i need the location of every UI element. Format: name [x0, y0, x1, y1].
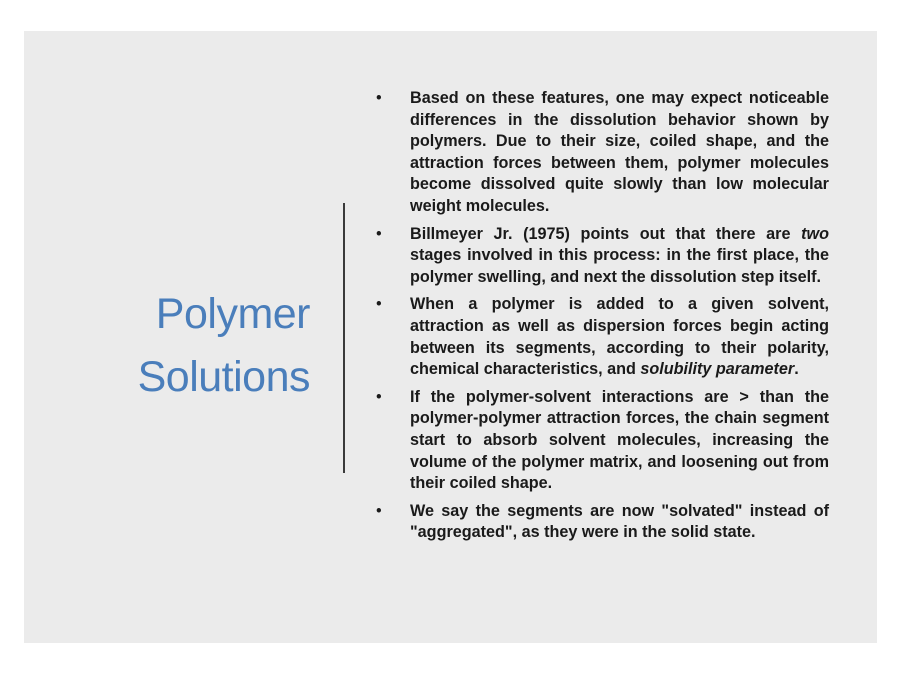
bullet-text-post: stages involved in this process: in the first place, the polymer swelling, and next the dissolution step itself.: [410, 246, 829, 286]
title-line-2: Solutions: [137, 353, 310, 401]
bullet-marker: •: [376, 295, 382, 314]
bullet-item-1: [374, 88, 829, 218]
bullet-text-pre: Billmeyer Jr. (1975) points out that there are: [410, 224, 802, 243]
bullet-marker: •: [376, 501, 382, 520]
bullet-item-5: [374, 501, 829, 544]
vertical-divider: [343, 203, 345, 473]
bullet-item-4: [374, 387, 829, 495]
bullet-item-3: [374, 294, 829, 380]
slide-title: [64, 283, 310, 409]
bullet-text-pre: When a polymer is added to a given solvent, attraction as well as dispersion forces begin acting between its segments, according to their polarity, chemical characteristics, and: [410, 295, 829, 379]
bullet-item-2: [374, 224, 829, 289]
bullet-text-emphasis: solubility parameter: [640, 360, 795, 379]
bullet-text-post: .: [794, 360, 799, 379]
bullet-text: We say the segments are now "solvated" instead of "aggregated", as they were in the solid state.: [410, 501, 829, 542]
bullet-marker: •: [376, 224, 382, 243]
slide: [24, 31, 877, 643]
bullet-text: If the polymer-solvent interactions are > than the polymer-polymer attraction forces, the chain segment start to absorb solvent molecules, increasing the volume of the polymer matrix, and loosening out from their coiled shape.: [410, 387, 829, 493]
title-line-1: Polymer: [155, 290, 310, 338]
bullet-text-emphasis: two: [801, 224, 829, 243]
bullet-list: [374, 88, 829, 550]
bullet-marker: •: [376, 89, 382, 107]
bullet-marker: •: [376, 387, 382, 406]
bullet-text: Based on these features, one may expect noticeable differences in the dissolution behavior shown by polymers. Due to their size, coiled shape, and the attraction forces between them, polymer molecules become dissolved quite slowly than low molecular weight molecules.: [410, 89, 829, 215]
